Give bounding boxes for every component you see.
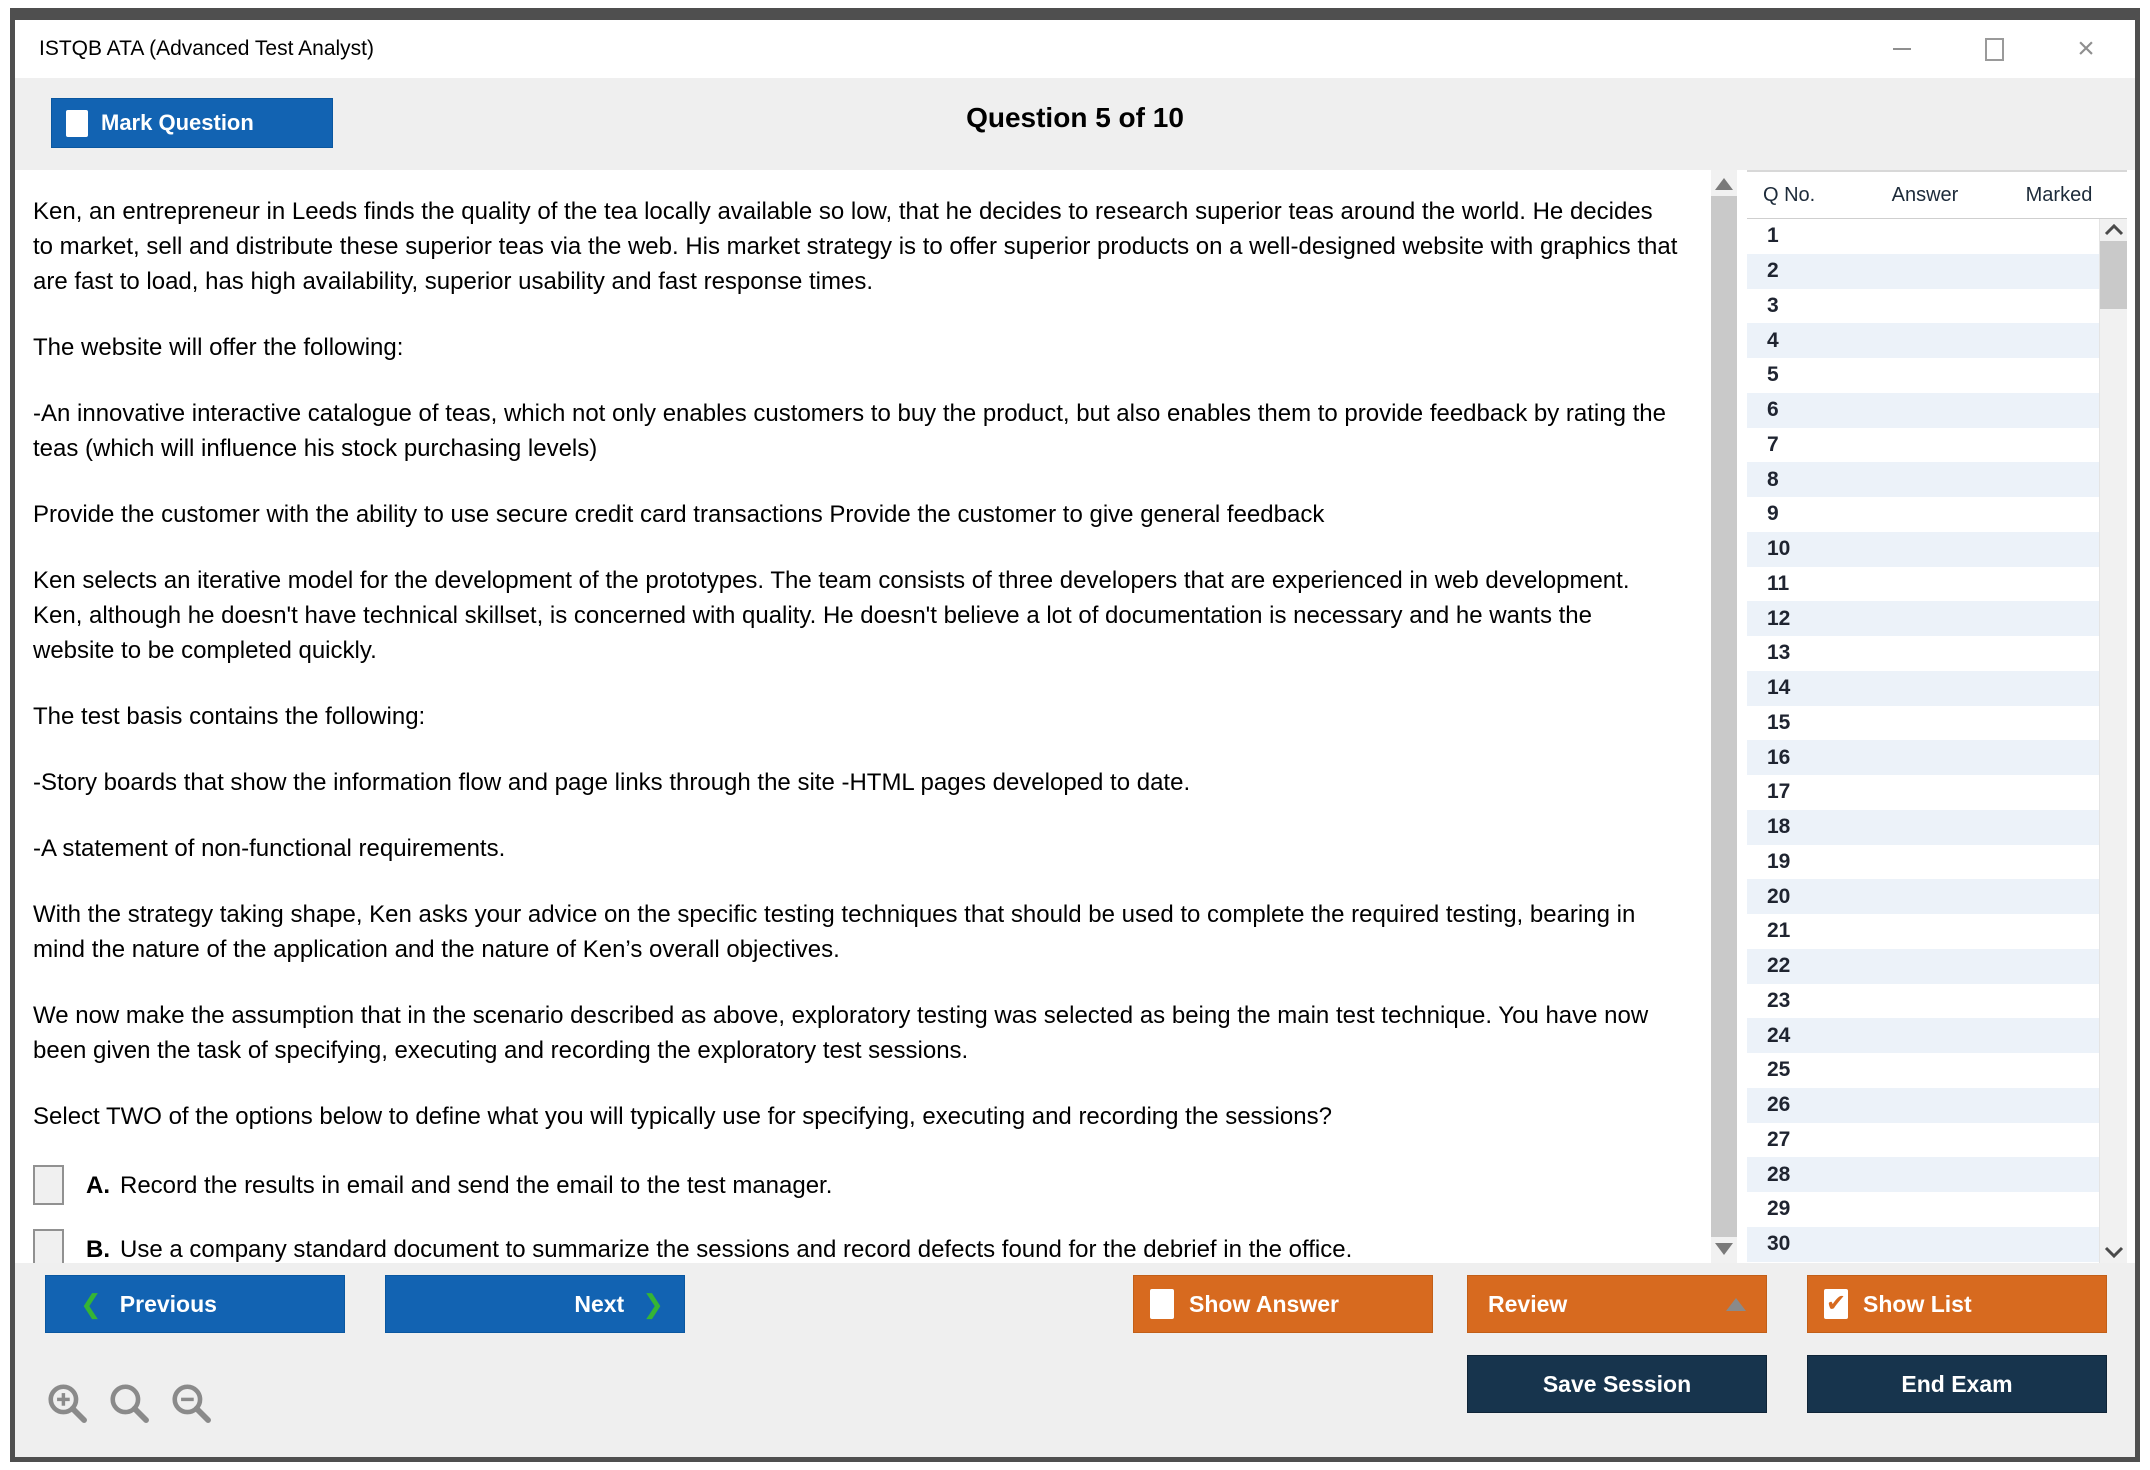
zoom-tools xyxy=(45,1381,215,1427)
question-row[interactable] xyxy=(1747,1018,2099,1053)
question-row[interactable] xyxy=(1747,358,2099,393)
review-button[interactable] xyxy=(1467,1275,1767,1333)
table-scroll-up-icon[interactable] xyxy=(2103,223,2125,237)
previous-label: Previous xyxy=(119,1290,217,1317)
save-session-button[interactable] xyxy=(1467,1355,1767,1413)
question-row[interactable] xyxy=(1747,740,2099,775)
end-exam-label: End Exam xyxy=(1901,1370,2013,1397)
table-scroll-down-icon[interactable] xyxy=(2103,1245,2125,1259)
question-number-cell: 3 xyxy=(1767,293,1779,317)
question-number-cell: 1 xyxy=(1767,224,1779,248)
titlebar xyxy=(15,20,2135,78)
previous-button[interactable] xyxy=(45,1275,345,1333)
question-row[interactable] xyxy=(1747,289,2099,324)
check-icon: ✔ xyxy=(1825,1290,1847,1317)
question-number-cell: 8 xyxy=(1767,467,1779,491)
option-letter: A. xyxy=(86,1171,110,1199)
question-number-cell: 15 xyxy=(1767,710,1791,734)
question-number-cell: 27 xyxy=(1767,1127,1791,1151)
scroll-up-icon[interactable] xyxy=(1715,178,1733,190)
option-text: Record the results in email and send the email to the test manager. xyxy=(120,1171,833,1199)
minimize-icon xyxy=(1893,48,1911,50)
question-number-cell: 13 xyxy=(1767,641,1791,665)
maximize-icon xyxy=(1985,38,2004,61)
question-number-cell: 23 xyxy=(1767,988,1791,1012)
window-title: ISTQB ATA (Advanced Test Analyst) xyxy=(39,37,374,60)
question-row[interactable] xyxy=(1747,775,2099,810)
question-counter: Question 5 of 10 xyxy=(966,102,1184,133)
footer-bar xyxy=(15,1263,2135,1457)
option-checkbox[interactable] xyxy=(33,1229,64,1263)
maximize-button[interactable] xyxy=(1981,36,2007,62)
panel-divider xyxy=(1737,170,1747,1263)
review-label: Review xyxy=(1488,1290,1568,1317)
question-number-cell: 21 xyxy=(1767,919,1791,943)
question-number-cell: 14 xyxy=(1767,676,1791,700)
question-row[interactable] xyxy=(1747,706,2099,741)
question-row[interactable] xyxy=(1747,567,2099,602)
zoom-in-button[interactable] xyxy=(45,1381,91,1427)
question-paragraph: We now make the assumption that in the scenario described as above, exploratory testing was selected as being the main test technique. You have now been given the task of specifying, executing and recording the exploratory test sessions. xyxy=(33,1002,1649,1064)
question-row[interactable] xyxy=(1747,497,2099,532)
table-scrollbar-thumb[interactable] xyxy=(2100,241,2127,309)
option-letter: B. xyxy=(86,1235,110,1263)
close-button[interactable] xyxy=(2073,32,2099,65)
question-paragraphs xyxy=(33,194,1683,1134)
question-row[interactable] xyxy=(1747,428,2099,463)
window-controls xyxy=(1889,32,2099,65)
question-paragraph: Provide the customer with the ability to use secure credit card transactions Provide the customer to give general feedback xyxy=(33,501,1325,528)
question-row[interactable] xyxy=(1747,1227,2099,1262)
question-row[interactable] xyxy=(1747,1053,2099,1088)
question-paragraph: Select TWO of the options below to define what you will typically use for specifying, executing and recording the sessions? xyxy=(33,1103,1332,1130)
question-paragraph: -Story boards that show the information flow and page links through the site -HTML pages developed to date. xyxy=(33,769,1191,796)
question-number-cell: 11 xyxy=(1767,571,1790,595)
column-header-marked: Marked xyxy=(2025,183,2093,206)
app-window xyxy=(10,8,2140,1462)
show-list-label: Show List xyxy=(1863,1290,1972,1317)
question-rows xyxy=(1747,219,2100,1263)
question-row[interactable] xyxy=(1747,879,2099,914)
question-row[interactable] xyxy=(1747,254,2099,289)
zoom-out-button[interactable] xyxy=(169,1381,215,1427)
magnifier-button[interactable] xyxy=(107,1381,153,1427)
question-number-cell: 5 xyxy=(1767,363,1779,387)
question-row[interactable] xyxy=(1747,393,2099,428)
question-paragraph: -A statement of non-functional requirements. xyxy=(33,835,506,862)
question-paragraph: Ken selects an iterative model for the development of the prototypes. The team consists of three developers that are experienced in web development. Ken, although he doesn't have technical skillset, is concerned with quality. He doesn't believe a lot of documentation is necessary and he wants the website to be completed quickly. xyxy=(33,567,1630,664)
question-row[interactable] xyxy=(1747,671,2099,706)
question-paragraph: The website will offer the following: xyxy=(33,334,404,361)
question-number-cell: 6 xyxy=(1767,398,1779,422)
show-answer-button[interactable] xyxy=(1133,1275,1433,1333)
question-number-cell: 17 xyxy=(1767,780,1791,804)
mark-question-label: Mark Question xyxy=(101,110,254,135)
next-label: Next xyxy=(574,1290,625,1317)
question-row[interactable] xyxy=(1747,219,2099,254)
question-number-cell: 18 xyxy=(1767,815,1791,839)
question-number-cell: 9 xyxy=(1767,502,1779,526)
question-number-cell: 29 xyxy=(1767,1197,1791,1221)
question-row[interactable] xyxy=(1747,323,2099,358)
question-row[interactable] xyxy=(1747,462,2099,497)
next-button[interactable] xyxy=(385,1275,685,1333)
question-row[interactable] xyxy=(1747,636,2099,671)
question-number-cell: 7 xyxy=(1767,432,1779,456)
question-number-cell: 20 xyxy=(1767,884,1791,908)
question-number-cell: 4 xyxy=(1767,328,1779,352)
question-number-cell: 2 xyxy=(1767,259,1779,283)
question-number-cell: 25 xyxy=(1767,1058,1791,1082)
show-list-button[interactable] xyxy=(1807,1275,2107,1333)
question-row[interactable] xyxy=(1747,1157,2099,1192)
question-row[interactable] xyxy=(1747,949,2099,984)
question-list-sidebar xyxy=(1747,170,2127,1263)
option-checkbox[interactable] xyxy=(33,1165,64,1205)
question-row[interactable] xyxy=(1747,1088,2099,1123)
header-strip xyxy=(15,78,2135,170)
question-table-body xyxy=(1747,219,2127,1263)
question-paragraph: Ken, an entrepreneur in Leeds finds the quality of the tea locally available so low, that he decides to research superior teas around the world. He decides to market, sell and distribute these superior teas via the web. His market strategy is to offer superior products on a well-designed website with graphics that are fast to load, has high availability, superior usability and fast response times. xyxy=(33,198,1678,295)
chevron-left-icon: ❮ xyxy=(80,1288,102,1319)
question-paragraph: The test basis contains the following: xyxy=(33,703,426,730)
question-table-header xyxy=(1747,170,2127,219)
question-number-cell: 12 xyxy=(1767,606,1791,630)
option-text: Use a company standard document to summarize the sessions and record defects found for the debrief in the office. xyxy=(120,1235,1353,1263)
question-row[interactable] xyxy=(1747,532,2099,567)
question-paragraph: With the strategy taking shape, Ken asks your advice on the specific testing techniques that should be used to complete the required testing, bearing in mind the nature of the application and the nature of Ken’s overall objectives. xyxy=(33,901,1636,963)
question-number-cell: 26 xyxy=(1767,1093,1791,1117)
end-exam-button[interactable] xyxy=(1807,1355,2107,1413)
question-scrollbar[interactable] xyxy=(1711,170,1737,1263)
main-area xyxy=(15,170,2135,1263)
chevron-right-icon: ❯ xyxy=(642,1288,664,1319)
close-icon: × xyxy=(2077,32,2095,65)
question-paragraph: -An innovative interactive catalogue of teas, which not only enables customers to buy the product, but also enables them to provide feedback by rating the teas (which will influence his stock purchasing levels) xyxy=(33,400,1666,462)
triangle-up-icon xyxy=(1726,1298,1746,1311)
show-answer-checkbox-icon[interactable] xyxy=(1150,1289,1174,1319)
question-number-cell: 22 xyxy=(1767,954,1791,978)
question-number-cell: 19 xyxy=(1767,849,1791,873)
question-number-cell: 24 xyxy=(1767,1023,1791,1047)
question-row[interactable] xyxy=(1747,984,2099,1019)
answer-options xyxy=(33,1165,1683,1263)
show-list-checkbox-icon[interactable] xyxy=(1824,1289,1848,1319)
column-header-qno: Q No. xyxy=(1763,183,1816,206)
question-number-cell: 30 xyxy=(1767,1232,1791,1256)
question-number-cell: 28 xyxy=(1767,1162,1791,1186)
question-row[interactable] xyxy=(1747,1192,2099,1227)
scrollbar-thumb[interactable] xyxy=(1711,196,1737,1237)
save-session-label: Save Session xyxy=(1542,1370,1692,1397)
question-row[interactable] xyxy=(1747,601,2099,636)
question-number-cell: 10 xyxy=(1767,537,1791,561)
table-scrollbar[interactable] xyxy=(2100,219,2127,1263)
question-number-cell: 16 xyxy=(1767,745,1791,769)
question-row[interactable] xyxy=(1747,914,2099,949)
question-row[interactable] xyxy=(1747,1123,2099,1158)
question-panel xyxy=(15,170,1711,1263)
question-row[interactable] xyxy=(1747,845,2099,880)
show-answer-label: Show Answer xyxy=(1189,1290,1339,1317)
scroll-down-icon[interactable] xyxy=(1715,1243,1733,1255)
option-row xyxy=(33,1165,1683,1205)
question-row[interactable] xyxy=(1747,810,2099,845)
minimize-button[interactable] xyxy=(1889,36,1915,62)
column-header-answer: Answer xyxy=(1891,183,1959,206)
option-row xyxy=(33,1229,1683,1263)
